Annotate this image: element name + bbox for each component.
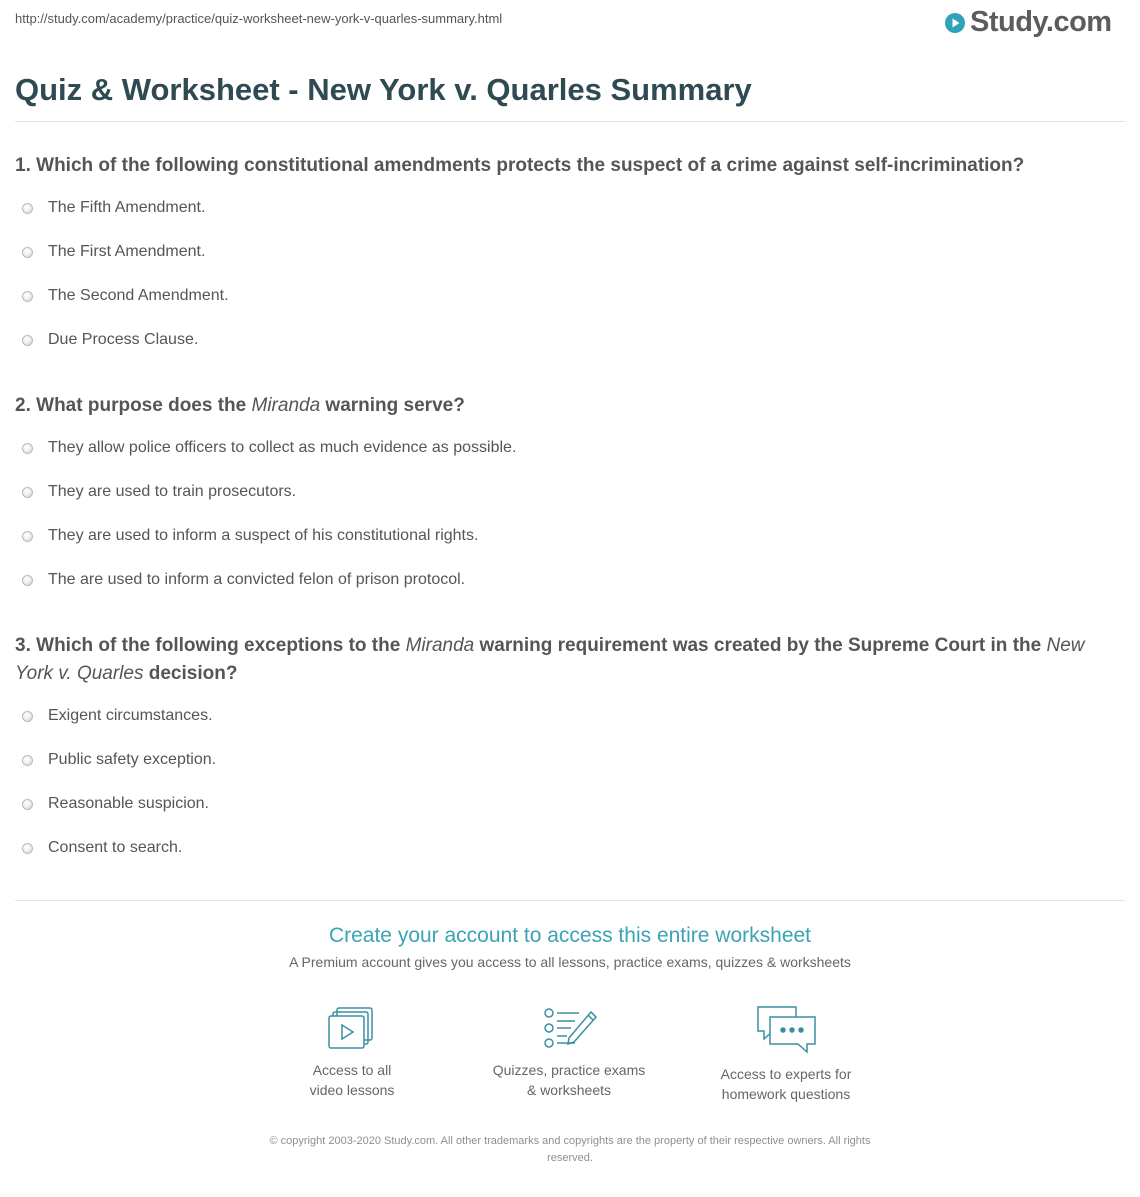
page-title: Quiz & Worksheet - New York v. Quarles Summary xyxy=(15,72,752,107)
radio-button[interactable] xyxy=(22,291,33,302)
option-label: They allow police officers to collect as much evidence as possible. xyxy=(48,439,517,456)
q1-option-2[interactable] xyxy=(22,243,205,261)
feature-label: Access to experts for homework questions xyxy=(720,1066,852,1102)
logo-text: Study.com xyxy=(970,6,1112,38)
study-logo[interactable] xyxy=(944,6,1112,39)
feature-quizzes xyxy=(469,1004,669,1100)
option-label: Reasonable suspicion. xyxy=(48,795,209,812)
video-lessons-icon xyxy=(324,1004,380,1052)
feature-label: Quizzes, practice exams & worksheets xyxy=(492,1062,646,1098)
radio-button[interactable] xyxy=(22,755,33,766)
option-label: The First Amendment. xyxy=(48,243,206,260)
radio-button[interactable] xyxy=(22,799,33,810)
radio-button[interactable] xyxy=(22,203,33,214)
option-label: They are used to train prosecutors. xyxy=(48,483,297,500)
radio-button[interactable] xyxy=(22,443,33,454)
q2-option-3[interactable] xyxy=(22,527,478,545)
option-label: The Fifth Amendment. xyxy=(48,199,206,216)
q3-option-3[interactable] xyxy=(22,795,209,813)
q2-option-4[interactable] xyxy=(22,571,465,589)
feature-video-lessons xyxy=(252,1004,452,1100)
feature-label: Access to all video lessons xyxy=(309,1062,395,1098)
option-label: Public safety exception. xyxy=(48,751,217,768)
q3-option-4[interactable] xyxy=(22,839,182,857)
radio-button[interactable] xyxy=(22,247,33,258)
radio-button[interactable] xyxy=(22,335,33,346)
question-2: 2. What purpose does the Miranda warning serve? xyxy=(15,395,465,416)
radio-button[interactable] xyxy=(22,575,33,586)
option-label: Consent to search. xyxy=(48,839,183,856)
q1-option-4[interactable] xyxy=(22,331,198,349)
q2-option-1[interactable] xyxy=(22,439,516,457)
option-label: The are used to inform a convicted felon of prison protocol. xyxy=(48,571,466,588)
radio-button[interactable] xyxy=(22,843,33,854)
radio-button[interactable] xyxy=(22,487,33,498)
q1-option-1[interactable] xyxy=(22,199,205,217)
option-label: The Second Amendment. xyxy=(48,287,229,304)
option-label: They are used to inform a suspect of his constitutional rights. xyxy=(48,527,479,544)
cta-subtitle: A Premium account gives you access to all lessons, practice exams, quizzes & worksheets xyxy=(289,954,851,970)
title-divider xyxy=(15,121,1125,122)
copyright-text: © copyright 2003-2020 Study.com. All other trademarks and copyrights are the property of their respective owners. All rights reserved. xyxy=(269,1135,871,1164)
chat-bubbles-icon xyxy=(753,1004,819,1056)
question-1: 1. Which of the following constitutional amendments protects the suspect of a crime against self-incrimination? xyxy=(15,155,1025,176)
play-circle-icon xyxy=(944,12,966,34)
cta-divider xyxy=(15,900,1125,901)
q1-option-3[interactable] xyxy=(22,287,229,305)
feature-experts xyxy=(686,1004,886,1104)
q2-option-2[interactable] xyxy=(22,483,296,501)
quiz-checklist-icon xyxy=(539,1004,599,1052)
q3-option-1[interactable] xyxy=(22,707,213,725)
radio-button[interactable] xyxy=(22,711,33,722)
q3-option-2[interactable] xyxy=(22,751,216,769)
option-label: Due Process Clause. xyxy=(48,331,199,348)
page-url: http://study.com/academy/practice/quiz-worksheet-new-york-v-quarles-summary.html xyxy=(15,11,503,26)
question-3: 3. Which of the following exceptions to the Miranda warning requirement was created by the Supreme Court in the New York v. Quarles decision? xyxy=(15,635,1085,684)
option-label: Exigent circumstances. xyxy=(48,707,213,724)
cta-title-link[interactable]: Create your account to access this entire worksheet xyxy=(328,924,812,947)
radio-button[interactable] xyxy=(22,531,33,542)
